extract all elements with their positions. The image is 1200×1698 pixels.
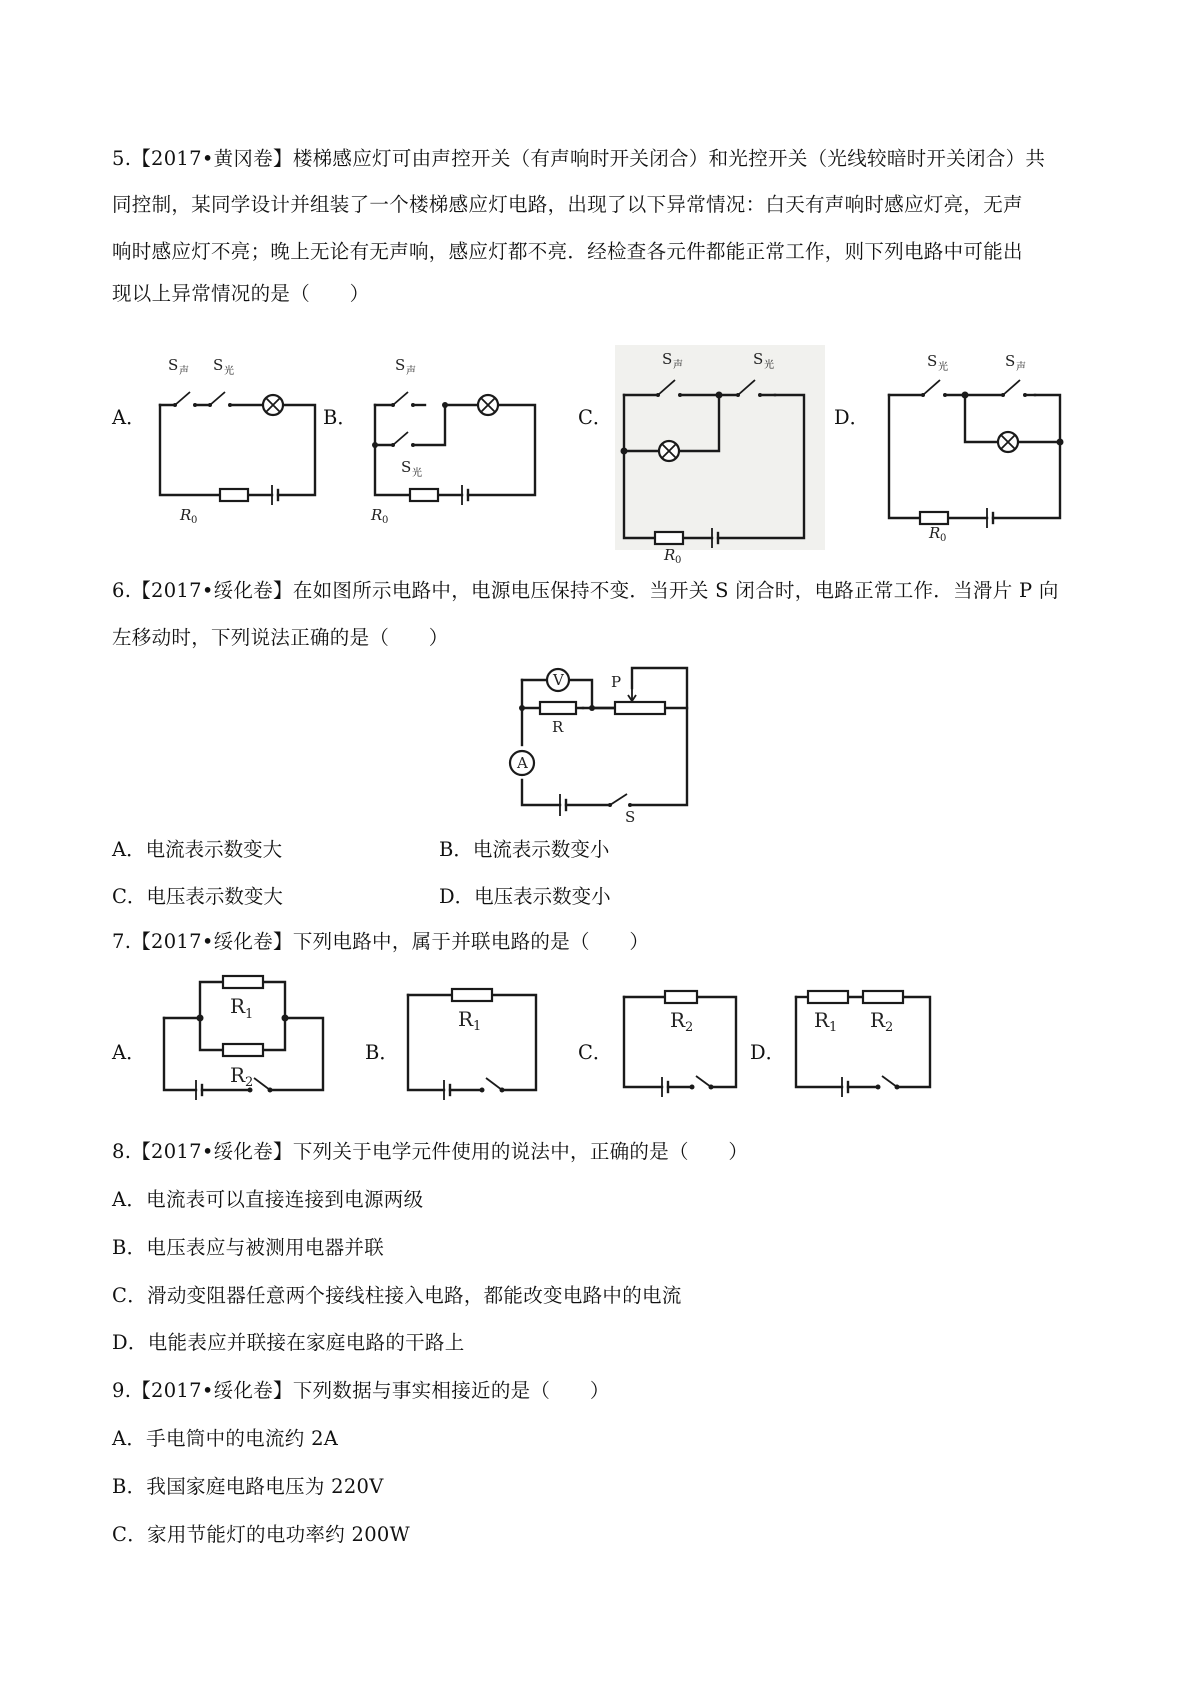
q5d-s2-sub: 声 [1016,362,1026,373]
q5d-s1-sub: 光 [938,362,948,373]
q6-resistor-label: R [552,718,564,736]
q5c-s2-sub: 光 [764,360,774,371]
q5a-s1-label: S [168,356,179,374]
q6-voltmeter-label: V [553,671,564,689]
q7c-r2-sub: 2 [685,1020,694,1035]
q5a-s2-sub: 光 [224,366,234,377]
q6-slider-label: P [611,673,622,691]
q5b-s1-sub: 声 [406,366,416,377]
q5c-s2-label: S [753,350,764,368]
q5a-r0-label: R [180,506,192,524]
q8-option-d: D．电能表应并联接在家庭电路的干路上 [112,1331,465,1354]
q5-line-4: 现以上异常情况的是（ ） [112,282,370,305]
q8-option-a: A．电流表可以直接连接到电源两级 [112,1188,424,1211]
q7b-r1-label: R [458,1007,474,1031]
q5c-r0-sub: 0 [675,555,682,566]
q5d-s2-label: S [1005,352,1016,370]
q7-option-b-label: B． [365,1041,399,1064]
q5-circuit-d [885,350,1085,545]
q5-circuit-c [620,350,820,566]
q9-option-c: C．家用节能灯的电功率约 200W [112,1523,410,1546]
q5b-s2-sub: 光 [412,468,422,479]
q7-circuit-c [618,985,748,1095]
q7-circuit-d [790,985,940,1095]
q9-line-1: 9.【2017•绥化卷】下列数据与事实相接近的是（ ） [112,1379,610,1402]
q7a-r1-sub: 1 [245,1007,254,1022]
q5b-r0-label: R [371,506,383,524]
q7-option-d-label: D． [750,1041,786,1064]
q7a-r1-label: R [230,994,246,1018]
q8-option-b: B．电压表应与被测用电器并联 [112,1236,385,1259]
q7b-r1-sub: 1 [473,1019,482,1034]
q7a-r2-label: R [230,1063,246,1087]
q5b-s2-label: S [401,458,412,476]
q7d-r2-label: R [870,1008,886,1032]
q5-option-b-label: B． [323,406,357,429]
q5a-s1-sub: 声 [179,366,189,377]
q5c-r0-label: R [664,546,676,564]
q6-option-d: D．电压表示数变小 [439,885,611,908]
q8-line-1: 8.【2017•绥化卷】下列关于电学元件使用的说法中，正确的是（ ） [112,1140,749,1163]
q5-option-c-label: C． [578,406,613,429]
q6-line-1: 6.【2017•绥化卷】在如图所示电路中，电源电压保持不变．当开关 S 闭合时，电路正常工作．当滑片 P 向 [112,579,1059,602]
q5-option-a-label: A． [112,406,146,429]
q7-option-a-label: A． [112,1041,146,1064]
q8-option-c: C．滑动变阻器任意两个接线柱接入电路，都能改变电路中的电流 [112,1284,682,1307]
q6-option-c: C．电压表示数变大 [112,885,283,908]
q6-option-b: B．电流表示数变小 [439,838,610,861]
q7d-r2-sub: 2 [885,1020,894,1035]
q5a-r0-sub: 0 [191,515,198,526]
q5-line-2: 同控制，某同学设计并组装了一个楼梯感应灯电路，出现了以下异常情况：白天有声响时感应灯亮，无声 [112,193,1023,216]
q7a-r2-sub: 2 [245,1075,254,1090]
q7c-r2-label: R [670,1008,686,1032]
q6-circuit [512,660,702,826]
q9-option-a: A．手电筒中的电流约 2A [112,1427,339,1450]
q7-option-c-label: C． [578,1041,613,1064]
q7d-r1-label: R [814,1008,830,1032]
q5-circuit-a [150,340,330,526]
q5-circuit-b [365,340,545,526]
q6-ammeter-label: A [517,754,528,772]
q7-circuit-b [402,980,552,1100]
q5c-s1-sub: 声 [673,360,683,371]
q7d-r1-sub: 1 [829,1020,838,1035]
q7-circuit-a [158,970,338,1100]
q5-line-3: 响时感应灯不亮；晚上无论有无声响，感应灯都不亮．经检查各元件都能正常工作，则下列电路中可能出 [112,240,1023,263]
q5a-s2-label: S [213,356,224,374]
q5b-s1-label: S [395,356,406,374]
q6-switch-label: S [625,808,636,826]
q6-line-2: 左移动时，下列说法正确的是（ ） [112,626,449,649]
q5-line-1: 5.【2017•黄冈卷】楼梯感应灯可由声控开关（有声响时开关闭合）和光控开关（光线较暗时开关闭合）共 [112,147,1046,170]
q5d-r0-sub: 0 [940,533,947,544]
q9-option-b: B．我国家庭电路电压为 220V [112,1475,384,1498]
q5c-s1-label: S [662,350,673,368]
q5d-r0-label: R [929,524,941,542]
q6-option-a: A．电流表示数变大 [112,838,283,861]
q5-option-d-label: D． [834,406,870,429]
q5d-s1-label: S [927,352,938,370]
q7-line-1: 7.【2017•绥化卷】下列电路中，属于并联电路的是（ ） [112,930,650,953]
q5b-r0-sub: 0 [382,515,389,526]
